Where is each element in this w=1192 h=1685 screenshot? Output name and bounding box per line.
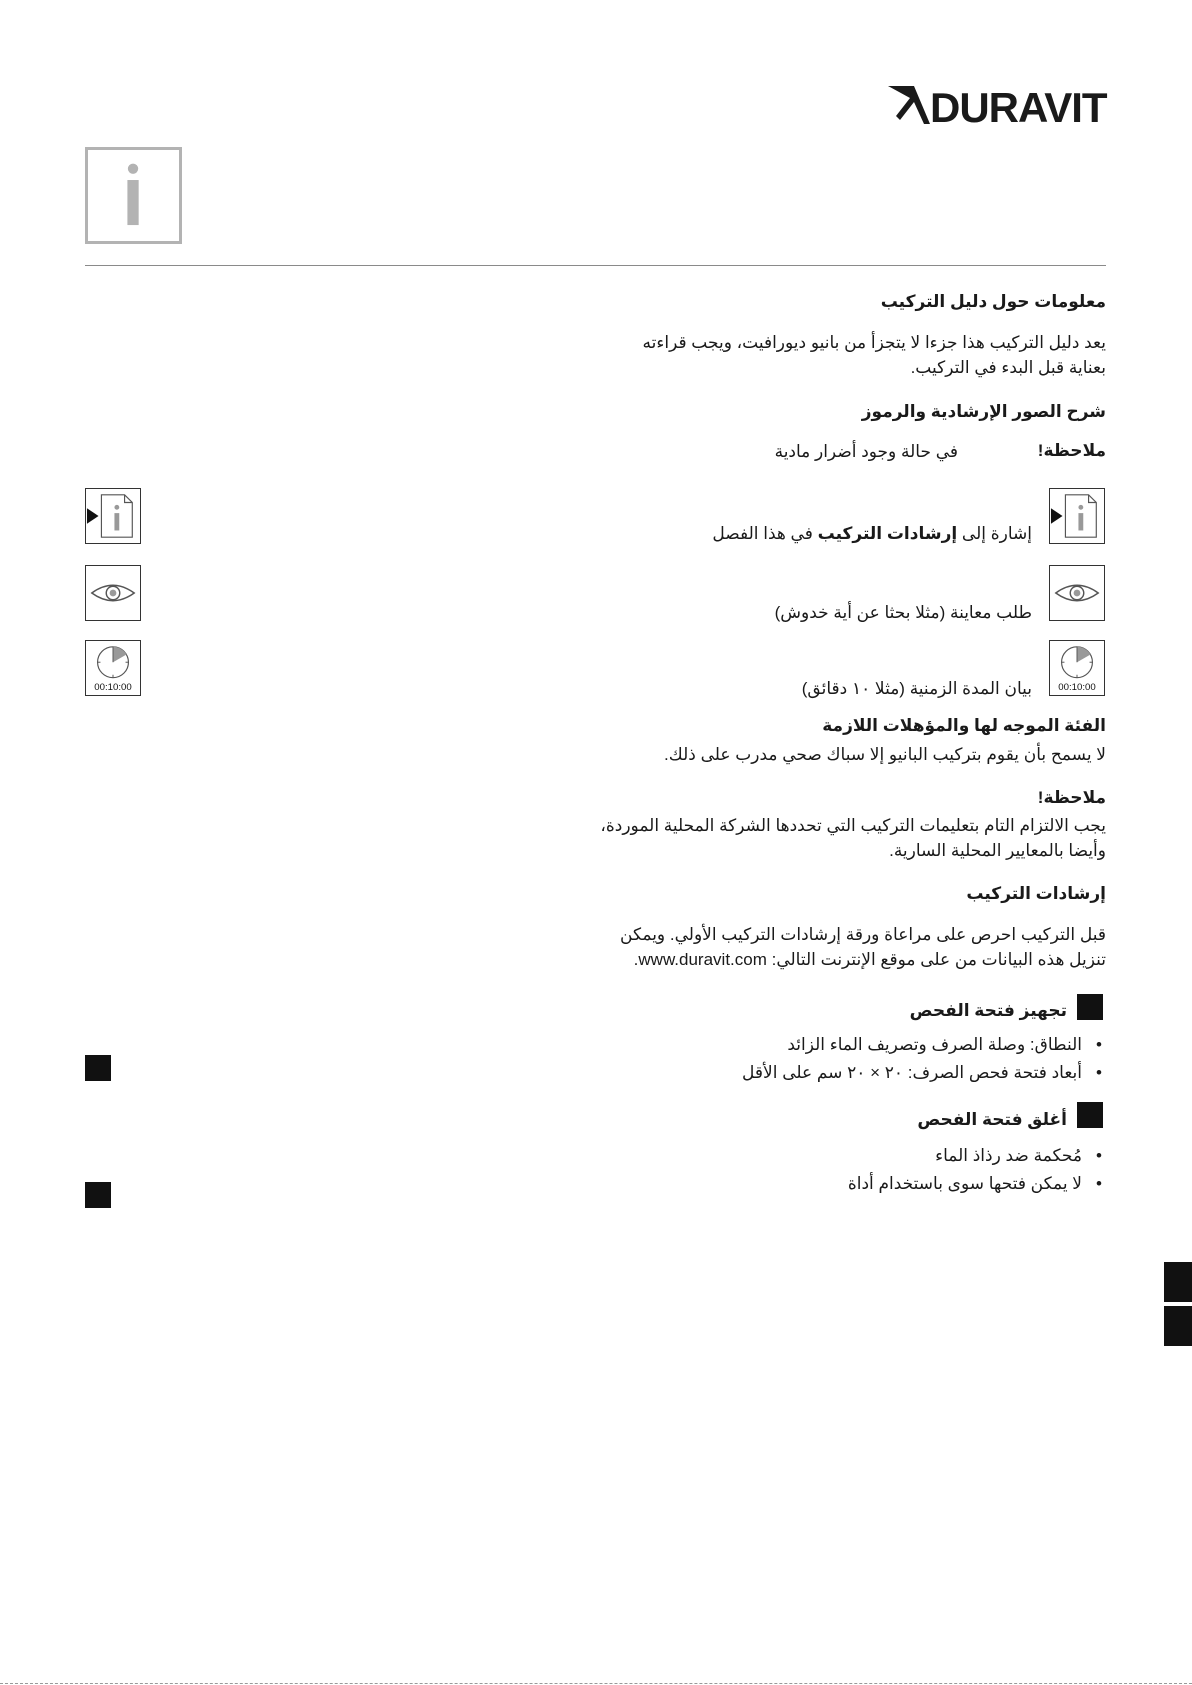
step1-list — [506, 1031, 1106, 1087]
step1-marker — [1077, 994, 1103, 1020]
note2-line-1: يجب الالتزام التام بتعليمات التركيب التي تحددها الشركة المحلية الموردة، — [600, 816, 1106, 835]
instructions-heading: إرشادات التركيب — [966, 884, 1106, 903]
step2-list — [506, 1142, 1106, 1198]
symbol-item-pre: إشارة إلى — [957, 524, 1032, 543]
info-doc-icon-right — [1049, 488, 1105, 544]
svg-text:00:10:00: 00:10:00 — [94, 682, 132, 694]
note2-heading: ملاحظة! — [1037, 788, 1106, 807]
eye-icon-right — [1049, 565, 1105, 621]
about-paragraph — [506, 330, 1106, 380]
step1-figure-marker — [85, 1055, 111, 1081]
audience-heading: الفئة الموجه لها والمؤهلات اللازمة — [822, 716, 1106, 735]
svg-text:00:10:00: 00:10:00 — [1058, 682, 1096, 694]
step2-figure-marker — [85, 1182, 111, 1208]
header-divider — [85, 265, 1106, 266]
step1-heading: تجهيز فتحة الفحص — [909, 1001, 1067, 1020]
instructions-line-1: قبل التركيب احرص على مراعاة ورقة إرشادات التركيب الأولي. ويمكن — [620, 925, 1106, 944]
instructions-paragraph — [506, 922, 1106, 972]
note2-paragraph — [506, 813, 1106, 863]
note2-line-2: وأيضا بالمعايير المحلية السارية. — [889, 841, 1106, 860]
side-tab-upper — [1164, 1262, 1192, 1302]
about-line-1: يعد دليل التركيب هذا جزءا لا يتجزأ من بانيو ديورافيت، ويجب قراءته — [642, 333, 1106, 352]
step1-bullet-1: • النطاق: وصلة الصرف وتصريف الماء الزائد — [506, 1031, 1106, 1059]
side-tab-lower — [1164, 1306, 1192, 1346]
timer-icon-right — [1049, 640, 1105, 696]
symbol-item-post: في هذا الفصل — [712, 524, 818, 543]
duravit-logo — [884, 80, 1114, 130]
note-row — [506, 441, 1106, 467]
symbol-item-install-ref — [532, 521, 1032, 546]
about-heading: معلومات حول دليل التركيب — [880, 292, 1106, 311]
svg-text:DURAVIT: DURAVIT — [930, 84, 1107, 130]
note-text: في حالة وجود أضرار مادية — [774, 442, 958, 461]
page-bottom-rule — [0, 1683, 1192, 1684]
symbol-item-duration: بيان المدة الزمنية (مثلا ١٠ دقائق) — [801, 679, 1032, 698]
symbols-heading: شرح الصور الإرشادية والرموز — [861, 402, 1106, 421]
step2-marker — [1077, 1102, 1103, 1128]
info-doc-icon — [85, 488, 141, 544]
about-line-2: بعناية قبل البدء في التركيب. — [910, 358, 1106, 377]
info-icon — [85, 147, 182, 244]
audience-text: لا يسمح بأن يقوم بتركيب البانيو إلا سباك صحي مدرب على ذلك. — [664, 745, 1106, 764]
instructions-line-2: تنزيل هذه البيانات من على موقع الإنترنت التالي: www.duravit.com. — [633, 950, 1106, 969]
symbol-item-bold: إرشادات التركيب — [817, 524, 958, 543]
symbol-item-inspection: طلب معاينة (مثلا بحثا عن أية خدوش) — [774, 603, 1032, 622]
step1-bullet-2: • أبعاد فتحة فحص الصرف: ٢٠ × ٢٠ سم على الأقل — [506, 1059, 1106, 1087]
step2-heading: أغلق فتحة الفحص — [917, 1110, 1067, 1129]
eye-icon — [85, 565, 141, 621]
step2-bullet-2: • لا يمكن فتحها سوى باستخدام أداة — [506, 1170, 1106, 1198]
note-label: ملاحظة! — [1037, 441, 1106, 460]
step2-bullet-1: • مُحكمة ضد رذاذ الماء — [506, 1142, 1106, 1170]
timer-icon — [85, 640, 141, 696]
